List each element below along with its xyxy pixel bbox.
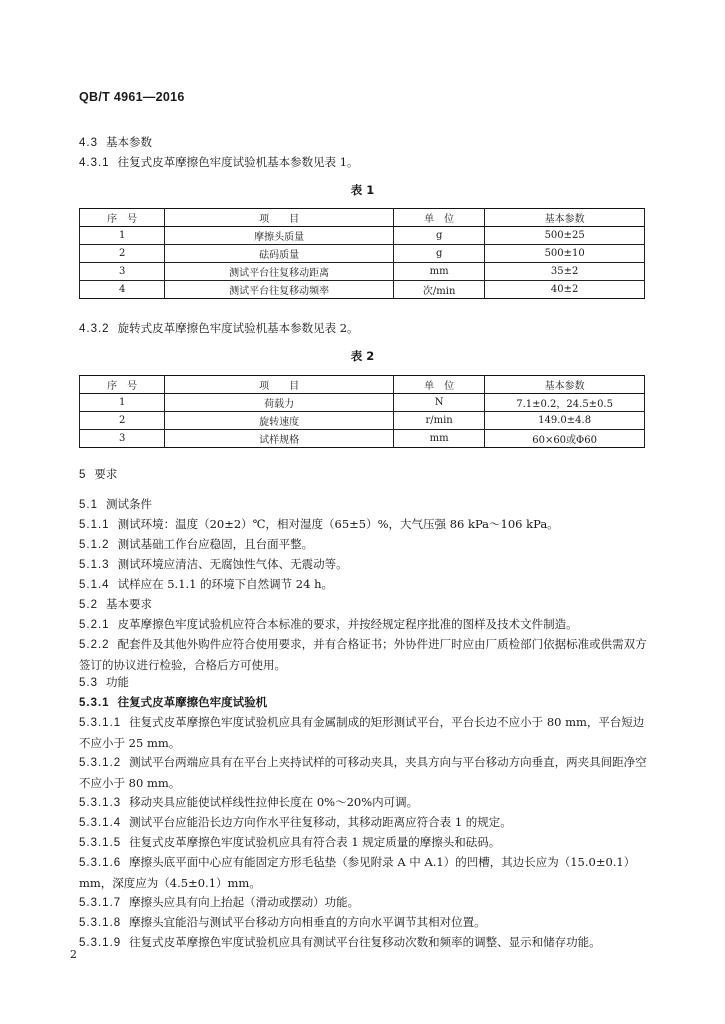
cell-unit: g: [394, 245, 485, 263]
section-title: 基本要求: [106, 597, 152, 611]
page-number: 2: [70, 948, 77, 961]
clause-number: 5.2.1: [79, 619, 110, 631]
clause-5-3-1-7: [79, 894, 359, 911]
clause-number: 5.3.1.5: [79, 837, 122, 849]
cell-index: 2: [80, 245, 165, 263]
col-header-parameter: 基本参数: [485, 209, 645, 227]
table2-caption: 表 2: [350, 349, 375, 363]
clause-number: 5.3.1.7: [79, 897, 122, 909]
clause-number: 5.3.1.3: [79, 797, 122, 809]
clause-4-3-1: [79, 154, 359, 171]
table-header-row: [80, 376, 645, 394]
table-row: [80, 394, 645, 412]
clause-5-2-2: [79, 634, 654, 675]
col-header-item: 项 目: [165, 209, 394, 227]
cell-unit: r/min: [393, 412, 484, 430]
section-title: 要求: [94, 467, 118, 481]
clause-text: 测试环境：温度（20±2）℃，相对湿度（65±5）%，大气压强 86 kPa～106 kPa。: [117, 517, 559, 531]
table1-caption: 表 1: [350, 183, 375, 197]
cell-parameter: 60×60或Φ60: [485, 430, 645, 448]
section-5: [79, 466, 117, 483]
section-5-3-1: [79, 694, 267, 711]
table-1: [79, 208, 645, 299]
clause-text: 往复式皮革摩擦色牢度试验机应具有测试平台往复移动次数和频率的调整、显示和储存功能。: [129, 935, 601, 949]
clause-5-3-1-4: [79, 814, 512, 831]
cell-item: 砝码质量: [165, 245, 394, 263]
section-5-1: [79, 496, 152, 513]
clause-5-3-1-8: [79, 914, 486, 931]
clause-text: 移动夹具应能使试样线性拉伸长度在 0%～20%内可调。: [129, 795, 419, 809]
section-title: 测试条件: [106, 497, 152, 511]
clause-5-2-1: [79, 616, 578, 633]
clause-number: 5.3.1.4: [79, 817, 122, 829]
section-5-3: [79, 674, 129, 691]
clause-text: 皮革摩擦色牢度试验机应符合本标准的要求，并按经规定程序批准的图样及技术文件制造。: [117, 617, 578, 631]
clause-number: 5.3.1.6: [79, 857, 122, 869]
clause-number: 5.3.1.8: [79, 917, 122, 929]
cell-index: 4: [80, 281, 165, 299]
cell-parameter: 500±10: [485, 245, 645, 263]
cell-item: 试样规格: [165, 430, 394, 448]
clause-5-3-1-5: [79, 834, 500, 851]
table-row: [80, 412, 645, 430]
clause-5-1-1: [79, 516, 559, 533]
cell-item: 摩擦头质量: [165, 227, 394, 245]
clause-number: 4.3.1: [79, 157, 110, 169]
section-title: 往复式皮革摩擦色牢度试验机: [117, 695, 268, 709]
cell-item: 荷载力: [165, 394, 394, 412]
cell-parameter: 35±2: [485, 263, 645, 281]
cell-unit: g: [394, 227, 485, 245]
section-number: 5.3: [79, 677, 98, 689]
clause-text: 测试环境应清洁、无腐蚀性气体、无震动等。: [117, 557, 348, 571]
cell-parameter: 7.1±0.2，24.5±0.5: [485, 394, 645, 412]
table-header-row: [80, 209, 645, 227]
standard-code: QB/T 4961—2016: [79, 90, 185, 104]
section-4-3: [79, 134, 152, 151]
section-title: 基本参数: [106, 135, 152, 149]
clause-number: 5.1.4: [79, 579, 110, 591]
clause-text: 往复式皮革摩擦色牢度试验机应具有符合表 1 规定质量的摩擦头和砝码。: [129, 835, 501, 849]
table-row: [80, 227, 645, 245]
clause-text: 测试基础工作台应稳固，且台面平整。: [117, 537, 314, 551]
cell-index: 3: [80, 263, 165, 281]
clause-number: 5.2.2: [79, 639, 110, 651]
clause-text: 配套件及其他外购件应符合使用要求，并有合格证书；外协件进厂时应由厂质检部门依据标准或供需双方签订的协议进行检验，合格后方可使用。: [79, 637, 647, 672]
cell-index: 3: [80, 430, 165, 448]
section-number: 5: [79, 469, 87, 481]
col-header-parameter: 基本参数: [485, 376, 645, 394]
clause-number: 4.3.2: [79, 323, 110, 335]
cell-unit: mm: [394, 263, 485, 281]
cell-item: 测试平台往复移动频率: [165, 281, 394, 299]
col-header-index: 序 号: [80, 209, 165, 227]
cell-parameter: 149.0±4.8: [485, 412, 645, 430]
section-title: 功能: [106, 675, 129, 689]
clause-number: 5.3.1.9: [79, 937, 122, 949]
table-row: [80, 430, 645, 448]
cell-unit: N: [393, 394, 484, 412]
clause-text: 试样应在 5.1.1 的环境下自然调节 24 h。: [117, 577, 333, 591]
section-number: 5.1: [79, 499, 98, 511]
clause-text: 摩擦头应具有向上抬起（滑动或摆动）功能。: [129, 895, 360, 909]
col-header-unit: 单 位: [393, 376, 484, 394]
cell-item: 旋转速度: [165, 412, 394, 430]
clause-number: 5.1.1: [79, 519, 110, 531]
clause-text: 摩擦头底平面中心应有能固定方形毛毡垫（参见附录 A 中 A.1）的凹槽，其边长应为（15.0±0.1）mm，深度应为（4.5±0.1）mm。: [79, 855, 636, 890]
cell-parameter: 500±25: [485, 227, 645, 245]
cell-index: 2: [80, 412, 165, 430]
col-header-item: 项 目: [165, 376, 394, 394]
clause-5-3-1-9: [79, 934, 601, 951]
clause-text: 测试平台应能沿长边方向作水平往复移动，其移动距离应符合表 1 的规定。: [129, 815, 512, 829]
clause-5-1-3: [79, 556, 348, 573]
clause-number: 5.3.1.2: [79, 757, 122, 769]
clause-number: 5.1.2: [79, 539, 110, 551]
clause-text: 摩擦头宜能沿与测试平台移动方向相垂直的方向水平调节其相对位置。: [129, 915, 486, 929]
cell-parameter: 40±2: [485, 281, 645, 299]
clause-text: 测试平台两端应具有在平台上夹持试样的可移动夹具，夹具方向与平台移动方向垂直，两夹具间距净空不应小于 80 mm。: [79, 755, 647, 790]
clause-5-1-4: [79, 576, 333, 593]
section-number: 4.3: [79, 137, 98, 149]
clause-5-3-1-1: [79, 712, 654, 753]
clause-4-3-2: [79, 320, 359, 337]
table-2: [79, 375, 645, 448]
clause-text: 往复式皮革摩擦色牢度试验机基本参数见表 1。: [117, 155, 359, 169]
table-row: [80, 245, 645, 263]
section-number: 5.2: [79, 599, 98, 611]
section-number: 5.3.1: [79, 697, 110, 709]
section-5-2: [79, 596, 152, 613]
table-row: [80, 281, 645, 299]
clause-5-3-1-6: [79, 852, 654, 893]
col-header-unit: 单 位: [394, 209, 485, 227]
cell-item: 测试平台往复移动距离: [165, 263, 394, 281]
cell-index: 1: [80, 394, 165, 412]
table-row: [80, 263, 645, 281]
clause-5-3-1-2: [79, 752, 654, 793]
clause-text: 旋转式皮革摩擦色牢度试验机基本参数见表 2。: [117, 321, 359, 335]
clause-number: 5.3.1.1: [79, 717, 122, 729]
clause-5-3-1-3: [79, 794, 418, 811]
cell-index: 1: [80, 227, 165, 245]
clause-number: 5.1.3: [79, 559, 110, 571]
clause-text: 往复式皮革摩擦色牢度试验机应具有金属制成的矩形测试平台，平台长边不应小于 80 mm，平台短边不应小于 25 mm。: [79, 715, 645, 750]
cell-unit: 次/min: [394, 281, 485, 299]
cell-unit: mm: [393, 430, 484, 448]
clause-5-1-2: [79, 536, 313, 553]
col-header-index: 序 号: [80, 376, 165, 394]
